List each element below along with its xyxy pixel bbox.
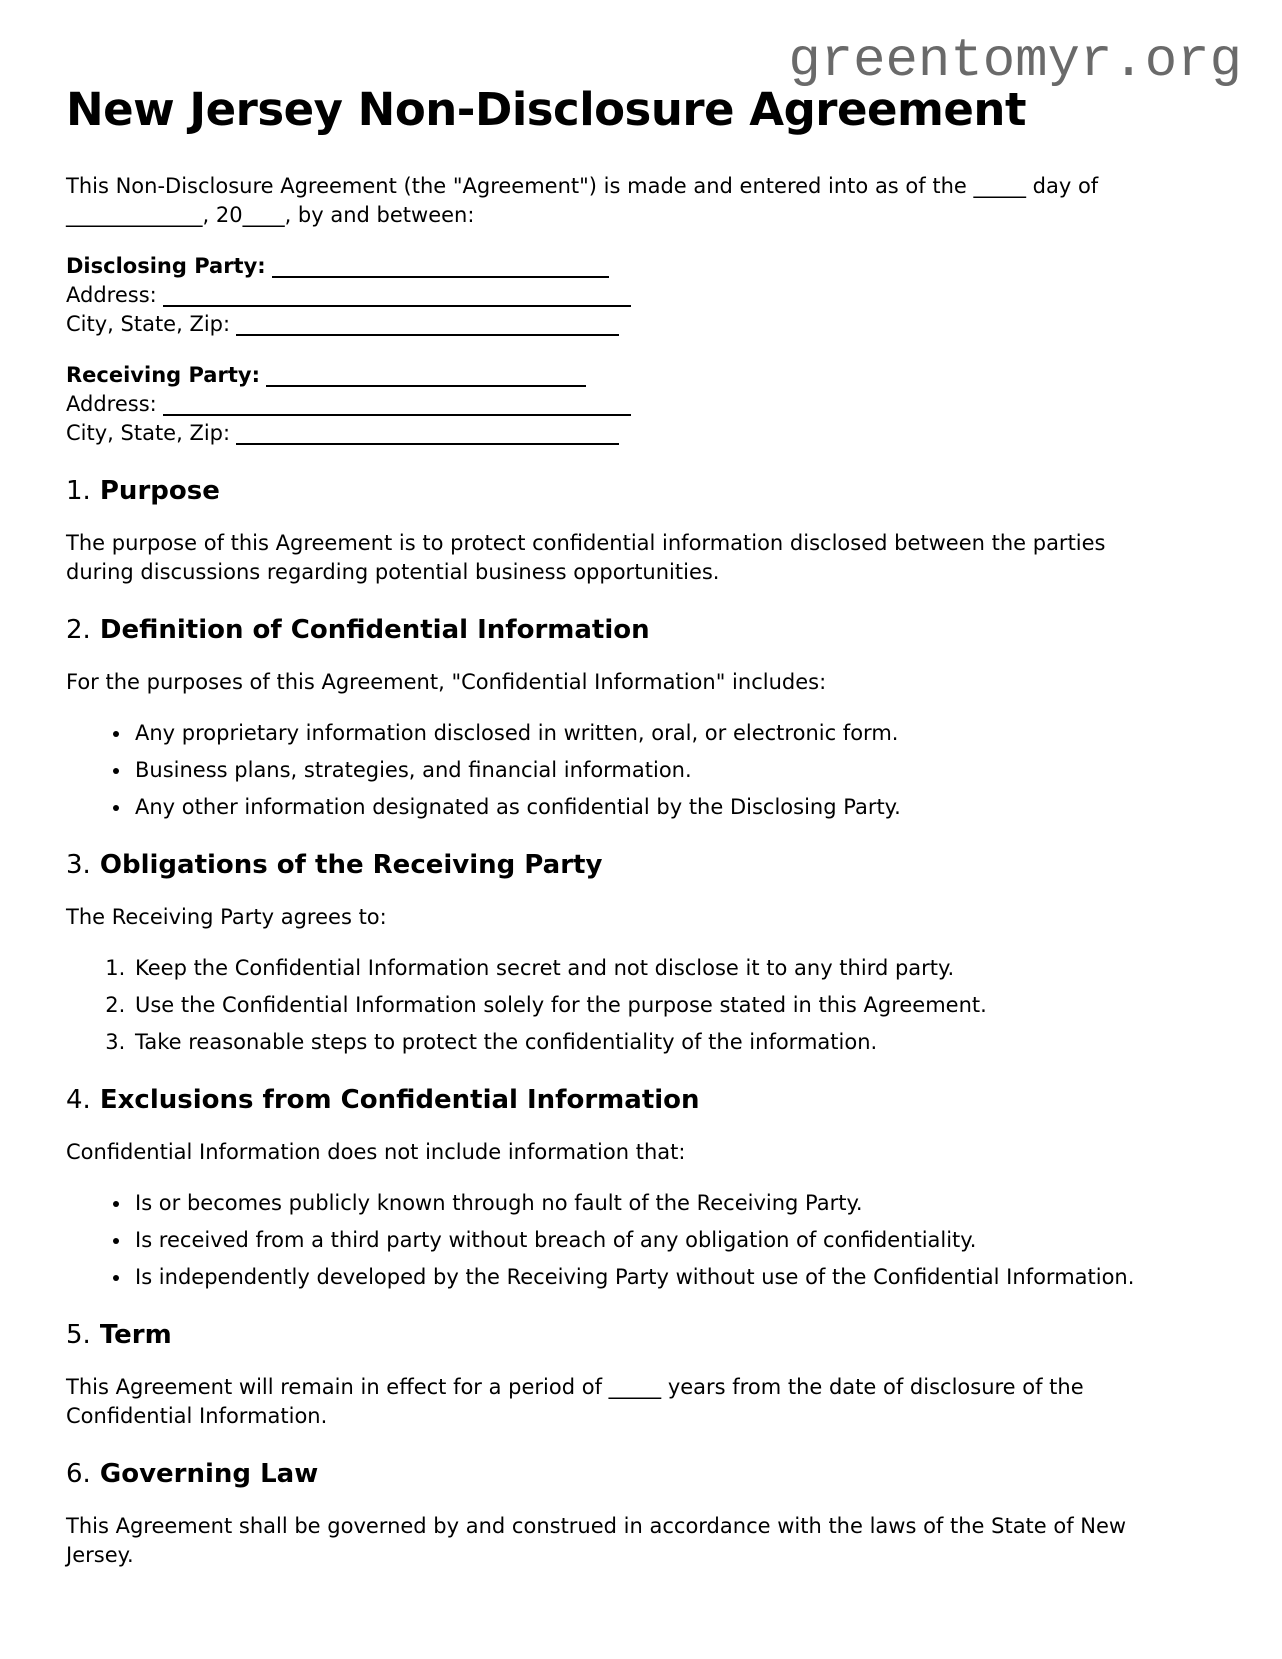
list-item: • Any proprietary information disclosed in written, oral, or electronic form.	[132, 719, 1156, 748]
section-number: 2.	[66, 615, 91, 645]
receiving-party-block	[66, 361, 1156, 448]
section-title: Purpose	[99, 476, 220, 506]
section-heading	[66, 1459, 1156, 1490]
section-heading	[66, 850, 1156, 881]
list-item: • Any other information designated as confidential by the Disclosing Party.	[132, 793, 1156, 822]
address-label: Address:	[66, 283, 157, 307]
section-governing-law	[66, 1459, 1156, 1570]
section-body: The purpose of this Agreement is to protect confidential information disclosed between the parties during discussions regarding potential business opportunities.	[66, 531, 1106, 584]
section-heading	[66, 1320, 1156, 1351]
section-title: Exclusions from Confidential Information	[99, 1085, 700, 1115]
list-item: 3. Take reasonable steps to protect the confidentiality of the information.	[132, 1028, 1156, 1057]
section-definition	[66, 615, 1156, 822]
section-obligations	[66, 850, 1156, 1057]
list-item: 2. Use the Confidential Information solely for the purpose stated in this Agreement.	[132, 991, 1156, 1020]
section-body: Confidential Information does not include information that:	[66, 1140, 686, 1164]
section-title: Definition of Confidential Information	[99, 615, 650, 645]
section-number: 3.	[66, 850, 91, 880]
section-heading	[66, 476, 1156, 507]
party-city-line	[66, 419, 1156, 448]
city-state-zip-label: City, State, Zip:	[66, 312, 231, 336]
disclosing-party-block	[66, 252, 1156, 339]
section-number: 5.	[66, 1320, 91, 1350]
party-role-blank	[266, 371, 586, 387]
party-role-line	[66, 361, 1156, 390]
address-blank	[163, 291, 631, 307]
address-label: Address:	[66, 392, 157, 416]
document-title: New Jersey Non-Disclosure Agreement	[66, 83, 1026, 136]
city-state-zip-blank	[236, 320, 619, 336]
address-blank	[163, 400, 631, 416]
party-address-line	[66, 281, 1156, 310]
section-body: For the purposes of this Agreement, "Confidential Information" includes:	[66, 670, 827, 694]
list-item: 1. Keep the Confidential Information secret and not disclose it to any third party.	[132, 954, 1156, 983]
section-title: Term	[99, 1320, 172, 1350]
bullet-list	[66, 1189, 1156, 1292]
section-body: This Agreement shall be governed by and construed in accordance with the laws of the State of New Jersey.	[66, 1514, 1127, 1567]
section-heading	[66, 1085, 1156, 1116]
party-role-line	[66, 252, 1156, 281]
section-body: This Agreement will remain in effect for a period of _____ years from the date of disclosure of the Confidential Information.	[66, 1375, 1084, 1428]
city-state-zip-blank	[236, 429, 619, 445]
section-title: Governing Law	[99, 1459, 319, 1489]
party-role-label: Receiving Party:	[66, 363, 260, 387]
section-exclusions	[66, 1085, 1156, 1292]
section-body: The Receiving Party agrees to:	[66, 905, 387, 929]
party-role-label: Disclosing Party:	[66, 254, 266, 278]
party-city-line	[66, 310, 1156, 339]
list-item: • Is or becomes publicly known through no fault of the Receiving Party.	[132, 1189, 1156, 1218]
section-title: Obligations of the Receiving Party	[99, 850, 603, 880]
list-item: • Is independently developed by the Receiving Party without use of the Confidential Information.	[132, 1263, 1156, 1292]
city-state-zip-label: City, State, Zip:	[66, 421, 231, 445]
intro-paragraph: This Non-Disclosure Agreement (the "Agreement") is made and entered into as of the _____ day of _____________, 20____, by and between:	[66, 174, 1099, 227]
section-purpose	[66, 476, 1156, 587]
section-term	[66, 1320, 1156, 1431]
section-number: 4.	[66, 1085, 91, 1115]
party-role-blank	[272, 262, 609, 278]
party-address-line	[66, 390, 1156, 419]
section-heading	[66, 615, 1156, 646]
numbered-list	[66, 954, 1156, 1057]
list-item: • Business plans, strategies, and financial information.	[132, 756, 1156, 785]
watermark: greentomyr.org	[788, 31, 1242, 92]
section-number: 6.	[66, 1459, 91, 1489]
section-number: 1.	[66, 476, 91, 506]
list-item: • Is received from a third party without breach of any obligation of confidentiality.	[132, 1226, 1156, 1255]
bullet-list	[66, 719, 1156, 822]
